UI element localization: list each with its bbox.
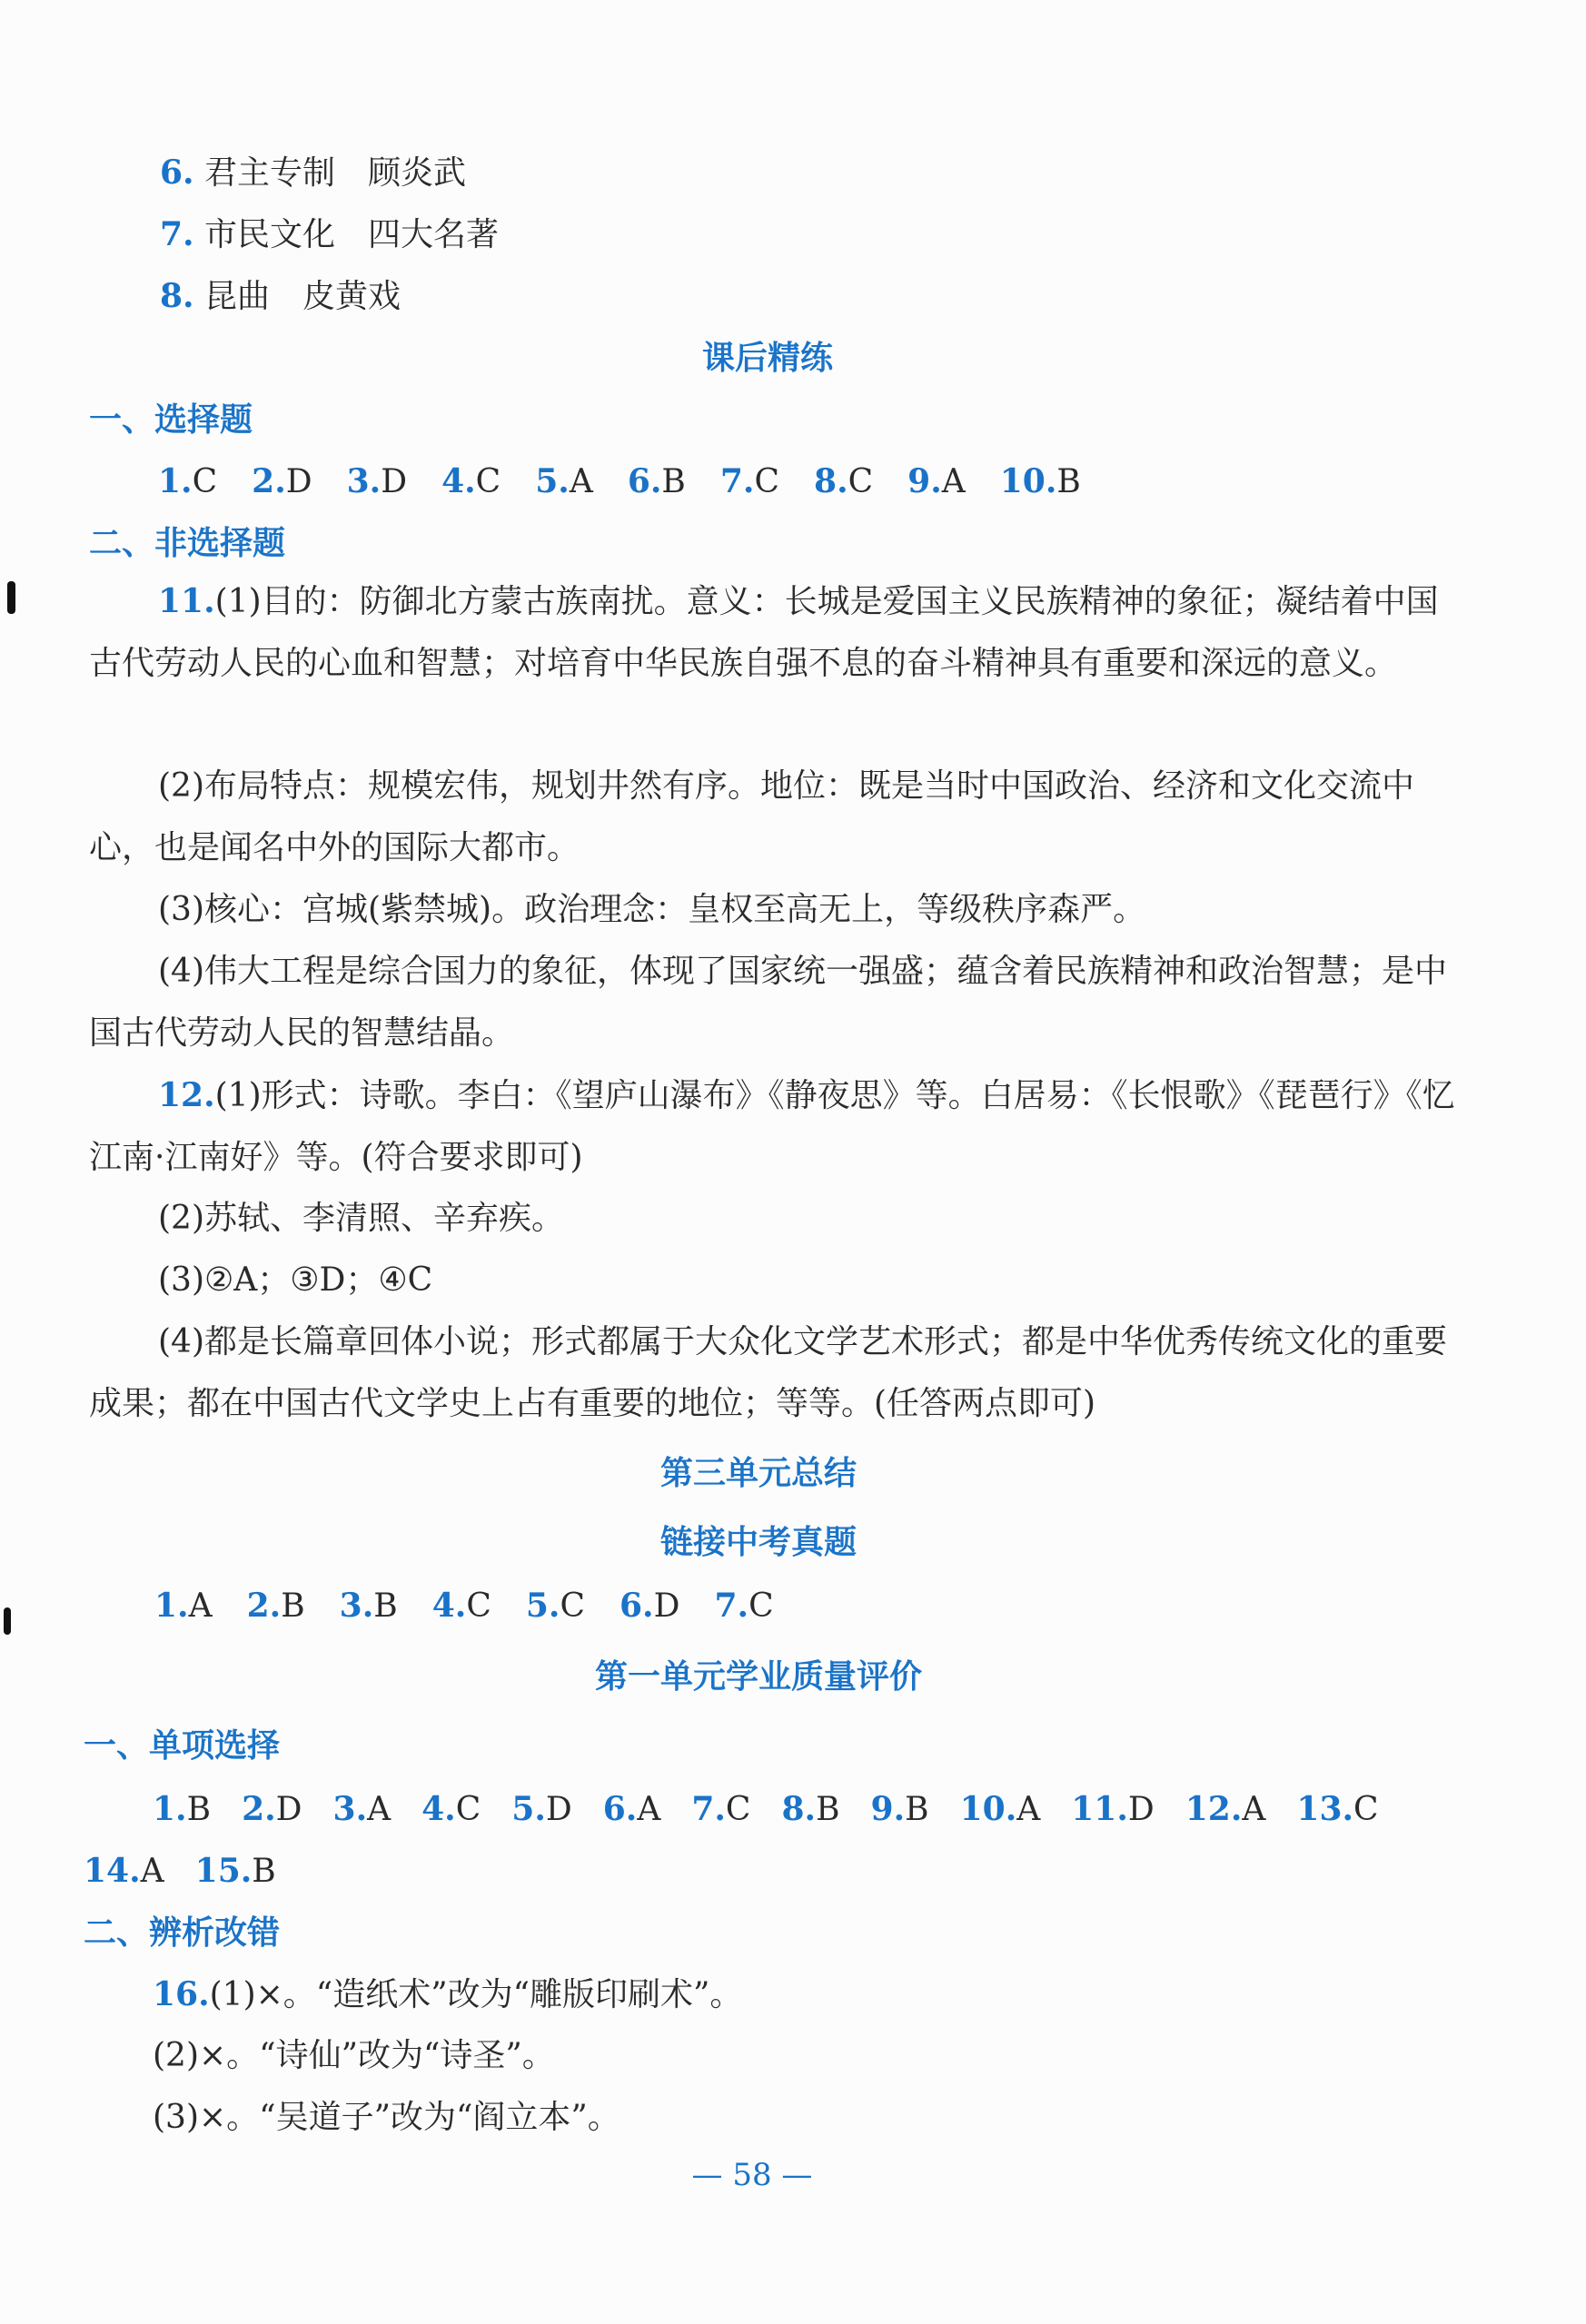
answer-number: 14. — [84, 1852, 141, 1890]
question-number: 11. — [158, 582, 215, 620]
question-12-part-1 — [89, 1064, 1461, 1189]
answer-letter: B — [1056, 463, 1081, 500]
item-number: 8. — [160, 277, 194, 315]
answer-item — [242, 1791, 302, 1828]
heading-unit-summary: 第三单元总结 — [659, 1454, 857, 1492]
answer-letter: D — [275, 1791, 302, 1828]
answer-item — [1185, 1791, 1266, 1828]
answer-item — [871, 1791, 929, 1828]
question-11-part-3: (3)核心：宫城(紫禁城)。政治理念：皇权至高无上，等级秩序森严。 — [158, 891, 1146, 928]
item-text: 君主专制 顾炎武 — [204, 154, 467, 192]
answer-row — [84, 1847, 307, 1895]
answer-number: 1. — [154, 1587, 189, 1625]
item-text: 昆曲 皮黄戏 — [204, 278, 401, 315]
section-single-choice: 一、单项选择 — [84, 1726, 281, 1765]
question-16-line-3: (3)×。“吴道子”改为“阎立本”。 — [153, 2099, 620, 2136]
answer-item — [714, 1587, 773, 1625]
answer-item — [1071, 1791, 1155, 1828]
answer-item — [158, 463, 217, 500]
heading-after-class-practice: 课后精练 — [701, 339, 833, 377]
question-number: 12. — [158, 1076, 215, 1114]
answer-item — [720, 463, 779, 500]
answer-letter: C — [754, 463, 780, 500]
question-number: 16. — [153, 1975, 210, 2013]
answer-item — [535, 463, 593, 500]
page-number: — 58 — — [691, 2157, 813, 2193]
answer-letter: B — [661, 463, 686, 500]
answer-number: 9. — [870, 1790, 906, 1828]
answer-letter: A — [188, 1587, 213, 1625]
answer-letter: B — [905, 1791, 929, 1828]
answer-item — [247, 1587, 305, 1625]
item-number: 7. — [160, 215, 194, 253]
answer-item — [526, 1587, 585, 1625]
answer-letter: D — [653, 1587, 680, 1625]
scan-mark — [7, 581, 15, 614]
answer-letter: D — [545, 1791, 572, 1828]
answer-letter: A — [637, 1791, 661, 1828]
answer-item — [814, 463, 873, 500]
answer-item — [1296, 1791, 1378, 1828]
answer-item — [195, 1853, 276, 1890]
scan-mark — [4, 1607, 11, 1635]
answer-item — [620, 1587, 679, 1625]
answer-letter: C — [192, 463, 218, 500]
answer-item — [781, 1791, 839, 1828]
answer-text: (1)形式：诗歌。李白：《望庐山瀑布》《静夜思》等。白居易：《长恨歌》《琵琶行》《忆江南·江南好》等。(符合要求即可) — [89, 1077, 1455, 1176]
answer-letter: C — [748, 1587, 774, 1625]
answer-letter: D — [285, 463, 312, 500]
answer-letter: B — [252, 1853, 276, 1890]
answer-letter: A — [569, 463, 593, 500]
list-item — [160, 149, 466, 197]
answer-number: 13. — [1296, 1790, 1354, 1828]
answer-number: 10. — [999, 462, 1057, 500]
answer-number: 7. — [719, 462, 755, 500]
answer-item — [432, 1587, 491, 1625]
answer-letter: A — [1242, 1791, 1266, 1828]
answer-item — [441, 463, 501, 500]
answer-row — [154, 1582, 808, 1630]
answer-item — [960, 1791, 1041, 1828]
answer-item — [511, 1791, 571, 1828]
question-12-part-4: (4)都是长篇章回体小说；形式都属于大众化文学艺术形式；都是中华优秀传统文化的重要成果；都在中国古代文学史上占有重要的地位；等等。(任答两点即可) — [89, 1323, 1447, 1422]
answer-item — [154, 1587, 213, 1625]
heading-exam-link: 链接中考真题 — [659, 1523, 857, 1561]
answer-number: 8. — [814, 462, 848, 500]
answer-item — [907, 463, 966, 500]
answer-number: 5. — [535, 462, 570, 500]
question-16-line-2: (2)×。“诗仙”改为“诗圣”。 — [153, 2037, 555, 2074]
answer-number: 6. — [620, 1587, 654, 1625]
answer-letter: A — [367, 1791, 392, 1828]
list-item — [160, 211, 499, 259]
answer-number: 11. — [1071, 1790, 1128, 1828]
answer-number: 4. — [441, 462, 476, 500]
answer-number: 6. — [602, 1790, 638, 1828]
answer-letter: B — [816, 1791, 840, 1828]
answer-number: 2. — [246, 1587, 282, 1625]
answer-item — [84, 1853, 164, 1890]
answer-item — [153, 1791, 211, 1828]
answer-letter: B — [373, 1587, 398, 1625]
answer-letter: A — [941, 463, 966, 500]
answer-letter: B — [281, 1587, 305, 1625]
answer-number: 3. — [346, 462, 382, 500]
question-12-part-2: (2)苏轼、李清照、辛弃疾。 — [158, 1200, 564, 1237]
section-non-choice: 二、非选择题 — [89, 524, 286, 562]
answer-number: 5. — [511, 1790, 546, 1828]
answer-number: 12. — [1185, 1790, 1243, 1828]
answer-row — [153, 1785, 1410, 1834]
answer-item — [333, 1791, 392, 1828]
answer-letter: A — [1016, 1791, 1041, 1828]
answer-number: 8. — [781, 1790, 817, 1828]
answer-letter: C — [560, 1587, 585, 1625]
answer-letter: C — [848, 463, 874, 500]
answer-number: 1. — [153, 1790, 187, 1828]
answer-item — [340, 1587, 398, 1625]
answer-number: 6. — [627, 462, 662, 500]
answer-item — [603, 1791, 661, 1828]
answer-item — [628, 463, 686, 500]
answer-text: (1)目的：防御北方蒙古族南扰。意义：长城是爱国主义民族精神的象征；凝结着中国古代劳动人民的心血和智慧；对培育中华民族自强不息的奋斗精神具有重要和深远的意义。 — [89, 583, 1439, 682]
question-12-part-3: (3)②A；③D；④C — [158, 1261, 433, 1299]
answer-text: (1)×。“造纸术”改为“雕版印刷术”。 — [209, 1976, 743, 2013]
item-number: 6. — [160, 153, 194, 192]
answer-item — [421, 1791, 481, 1828]
answer-number: 4. — [431, 1587, 467, 1625]
answer-item — [1000, 463, 1081, 500]
answer-letter: C — [455, 1791, 481, 1828]
answer-number: 1. — [158, 462, 193, 500]
question-11-part-1 — [89, 570, 1461, 695]
answer-row — [158, 458, 1115, 506]
answer-number: 7. — [714, 1587, 749, 1625]
heading-unit-evaluation: 第一单元学业质量评价 — [594, 1657, 922, 1696]
question-16-line-1 — [153, 1971, 742, 2019]
answer-item — [252, 463, 312, 500]
answer-number: 3. — [332, 1790, 368, 1828]
answer-letter: C — [475, 463, 501, 500]
section-multiple-choice: 一、选择题 — [89, 401, 253, 439]
answer-item — [347, 463, 407, 500]
answer-letter: C — [466, 1587, 491, 1625]
list-item — [160, 272, 401, 321]
question-11-part-4: (4)伟大工程是综合国力的象征，体现了国家统一强盛；蕴含着民族精神和政治智慧；是中国古代劳动人民的智慧结晶。 — [89, 953, 1447, 1052]
section-correction: 二、辨析改错 — [84, 1914, 281, 1952]
answer-number: 9. — [907, 462, 942, 500]
answer-number: 2. — [252, 462, 286, 500]
answer-number: 15. — [194, 1852, 253, 1890]
answer-number: 2. — [242, 1790, 276, 1828]
item-text: 市民文化 四大名著 — [204, 216, 500, 253]
answer-number: 5. — [525, 1587, 560, 1625]
answer-letter: D — [1127, 1791, 1155, 1828]
answer-letter: D — [381, 463, 408, 500]
answer-letter: C — [725, 1791, 751, 1828]
answer-letter: A — [140, 1853, 164, 1890]
answer-item — [691, 1791, 750, 1828]
answer-number: 3. — [339, 1587, 374, 1625]
answer-letter: C — [1353, 1791, 1379, 1828]
answer-letter: B — [186, 1791, 212, 1828]
answer-number: 7. — [691, 1790, 726, 1828]
answer-number: 4. — [421, 1790, 456, 1828]
answer-number: 10. — [959, 1790, 1017, 1828]
question-11-part-2: (2)布局特点：规模宏伟，规划井然有序。地位：既是当时中国政治、经济和文化交流中心，也是闻名中外的国际大都市。 — [89, 767, 1414, 866]
